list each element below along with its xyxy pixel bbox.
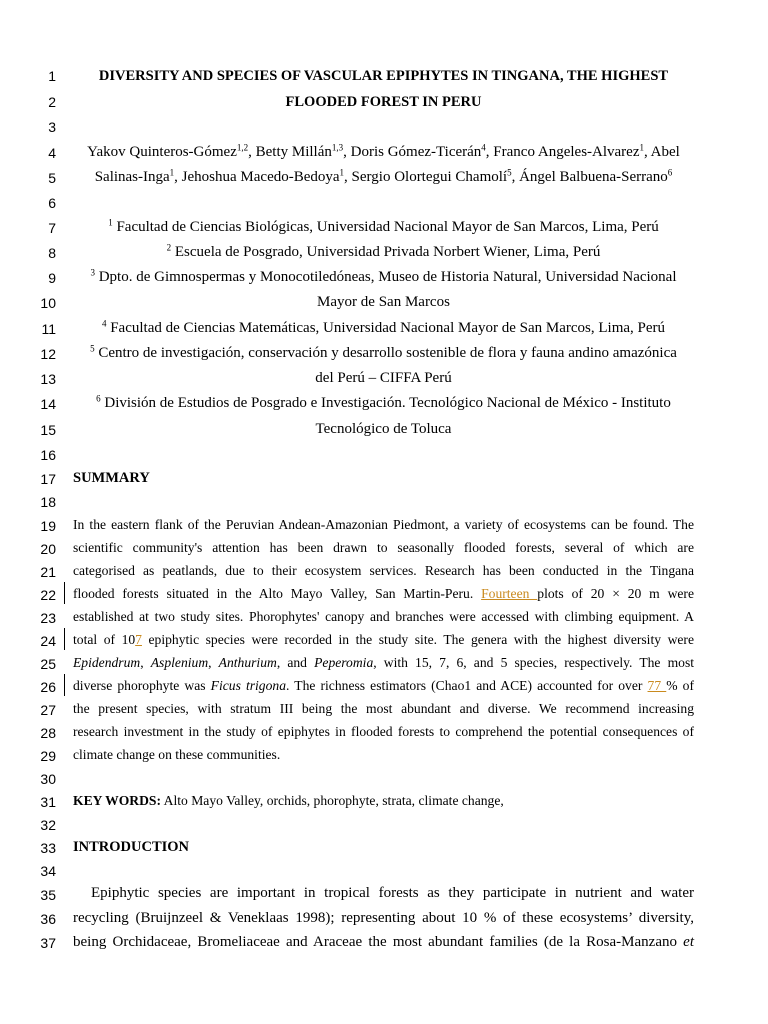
summary-line: the present species, with stratum III being the most abundant and diverse. We recommend increasing	[73, 701, 694, 716]
affiliation-number: 4	[101, 318, 107, 329]
affiliation-number: 2	[166, 242, 172, 253]
affiliation-number: 5	[90, 343, 95, 354]
species-name: Ficus trigona	[210, 678, 286, 693]
author-name: , Doris Gómez-Ticerán	[343, 144, 482, 160]
author-name: , Abel	[644, 144, 680, 160]
author-name: , Betty Millán	[248, 144, 332, 160]
author-name: , Sergio Olortegui Chamolí	[344, 169, 508, 185]
paper-title-line-2: FLOODED FOREST IN PERU	[285, 94, 482, 110]
line-number: 31	[40, 794, 56, 810]
introduction-heading: INTRODUCTION	[73, 839, 190, 855]
keywords	[73, 793, 694, 809]
affiliation-text: Centro de investigación, conservación y desarrollo sostenible de flora y fauna andino amazónica	[94, 345, 677, 361]
change-bar	[64, 628, 65, 650]
authors-line-2	[73, 169, 694, 186]
line-number: 12	[40, 346, 56, 362]
genus-name: Epidendrum	[73, 655, 141, 670]
line-number: 15	[40, 422, 56, 438]
line-number: 28	[40, 725, 56, 741]
affiliation-number: 6	[96, 393, 101, 404]
genus-name: Asplenium	[150, 655, 209, 670]
line-number: 9	[48, 270, 56, 286]
author-affiliation-sup: 5	[507, 167, 512, 178]
line-number: 4	[48, 145, 56, 161]
author-affiliation-sup: 1,3	[331, 142, 344, 153]
affiliation-text: Facultad de Ciencias Biológicas, Universidad Nacional Mayor de San Marcos, Lima, Perú	[112, 219, 659, 235]
summary-line	[73, 678, 694, 694]
summary-text: , with 15, 7, 6, and 5 species, respectively. The most	[373, 655, 695, 670]
summary-line: research investment in the study of epiphytes in flooded forests to comprehend the potential consequences of	[73, 724, 694, 739]
author-name: Salinas-Inga	[94, 169, 170, 185]
affiliation-5	[73, 345, 694, 362]
summary-text: . The richness estimators (Chao1 and ACE) accounted for over	[286, 678, 648, 693]
affiliation-text: Dpto. de Gimnospermas y Monocotiledóneas, Museo de Historia Natural, Universidad Nacional	[94, 269, 677, 285]
line-number: 3	[48, 119, 56, 135]
line-number: 11	[41, 321, 56, 337]
tracked-change-insertion[interactable]: Fourteen	[481, 586, 538, 601]
line-number: 5	[48, 170, 56, 186]
affiliation-4	[73, 320, 694, 337]
line-number: 36	[40, 911, 56, 927]
author-affiliation-sup: 1	[169, 167, 175, 178]
author-name: Yakov Quinteros-Gómez	[87, 144, 237, 160]
intro-text: being Orchidaceae, Bromeliaceae and Araceae the most abundant families (de la Rosa-Manzano	[73, 934, 684, 950]
line-number: 13	[40, 371, 56, 387]
intro-line: recycling (Bruijnzeel & Veneklaas 1998); representing about 10 % of these ecosystems’ diversity,	[73, 910, 694, 926]
author-affiliation-sup: 6	[667, 167, 673, 178]
authors-line-1	[73, 144, 694, 161]
line-number: 6	[48, 195, 56, 211]
line-number: 30	[40, 771, 56, 787]
affiliation-text: Escuela de Posgrado, Universidad Privada Norbert Wiener, Lima, Perú	[171, 244, 601, 260]
genus-name: Anthurium	[218, 655, 277, 670]
summary-line: categorised as peatlands, due to their ecosystem services. Research has been conducted in the Tingana	[73, 563, 694, 578]
affiliation-number: 1	[108, 217, 113, 228]
affiliation-3-cont: Mayor de San Marcos	[317, 294, 450, 310]
line-number: 22	[40, 587, 56, 603]
author-affiliation-sup: 1	[339, 167, 345, 178]
summary-line: scientific community's attention has been drawn to seasonally flooded forests, several of which are	[73, 540, 694, 555]
summary-text: ,	[208, 655, 219, 670]
summary-line	[73, 586, 694, 602]
keywords-label: KEY WORDS:	[73, 793, 161, 808]
intro-text-italic: et	[683, 934, 694, 950]
line-number: 2	[48, 94, 56, 110]
author-affiliation-sup: 1	[639, 142, 644, 153]
affiliation-3	[73, 269, 694, 286]
line-number: 18	[40, 494, 56, 510]
intro-line	[73, 934, 694, 951]
affiliation-text: División de Estudios de Posgrado e Investigación. Tecnológico Nacional de México - Instituto	[100, 395, 671, 411]
line-number: 7	[48, 220, 56, 236]
line-number: 16	[40, 447, 56, 463]
affiliation-6-cont: Tecnológico de Toluca	[315, 421, 452, 437]
summary-line: climate change on these communities.	[73, 747, 281, 762]
author-affiliation-sup: 4	[481, 142, 486, 153]
summary-text: flooded forests situated in the Alto Mayo Valley, San Martin-Peru.	[73, 586, 482, 601]
affiliation-1	[73, 219, 694, 236]
affiliation-2	[73, 244, 694, 261]
line-number: 29	[40, 748, 56, 764]
keywords-text: Alto Mayo Valley, orchids, phorophyte, strata, climate change,	[161, 793, 504, 808]
tracked-change-insertion[interactable]: 77	[647, 678, 667, 693]
summary-text: epiphytic species were recorded in the study site. The genera with the highest diversity were	[141, 632, 694, 647]
line-number: 34	[40, 863, 56, 879]
summary-text: total of 10	[73, 632, 136, 647]
genus-name: Peperomia	[314, 655, 374, 670]
summary-line: In the eastern flank of the Peruvian Andean-Amazonian Piedmont, a variety of ecosystems can be found. The	[73, 517, 694, 532]
summary-line: established at two study sites. Phorophytes' canopy and branches were accessed with climbing equipment. A	[73, 609, 694, 624]
author-name: , Franco Angeles-Alvarez	[485, 144, 640, 160]
summary-text: ,	[140, 655, 151, 670]
paper-title-line-1: DIVERSITY AND SPECIES OF VASCULAR EPIPHYTES IN TINGANA, THE HIGHEST	[98, 68, 669, 84]
line-number: 27	[40, 702, 56, 718]
line-number: 24	[40, 633, 56, 649]
affiliation-6	[73, 395, 694, 412]
line-number: 10	[40, 295, 56, 311]
line-number: 17	[40, 471, 56, 487]
summary-heading: SUMMARY	[73, 470, 150, 486]
change-bar	[64, 674, 65, 696]
line-number: 1	[48, 68, 56, 84]
summary-text: plots of 20 × 20 m were	[537, 586, 694, 601]
line-number: 33	[40, 840, 56, 856]
line-number: 20	[40, 541, 56, 557]
line-number: 23	[40, 610, 56, 626]
line-number: 35	[40, 887, 56, 903]
line-number: 14	[40, 396, 56, 412]
line-number: 21	[40, 564, 56, 580]
tracked-change-insertion[interactable]: 7	[135, 632, 142, 647]
affiliation-5-cont: del Perú – CIFFA Perú	[315, 370, 452, 386]
intro-line: Epiphytic species are important in tropical forests as they participate in nutrient and water	[91, 885, 694, 901]
author-name: , Jehoshua Macedo-Bedoya	[174, 169, 340, 185]
line-number: 32	[40, 817, 56, 833]
summary-text: , and	[276, 655, 315, 670]
summary-line	[73, 655, 694, 671]
line-number: 37	[40, 935, 56, 951]
author-name: , Ángel Balbuena-Serrano	[511, 169, 668, 185]
line-number: 8	[48, 245, 56, 261]
summary-text: % of	[666, 678, 695, 693]
line-number: 19	[40, 518, 56, 534]
change-bar	[64, 582, 65, 604]
author-affiliation-sup: 1,2	[236, 142, 249, 153]
summary-line	[73, 632, 694, 648]
affiliation-number: 3	[90, 267, 95, 278]
affiliation-text: Facultad de Ciencias Matemáticas, Universidad Nacional Mayor de San Marcos, Lima, Perú	[106, 320, 666, 336]
line-number: 26	[40, 679, 56, 695]
line-number: 25	[40, 656, 56, 672]
summary-text: diverse phorophyte was	[73, 678, 211, 693]
